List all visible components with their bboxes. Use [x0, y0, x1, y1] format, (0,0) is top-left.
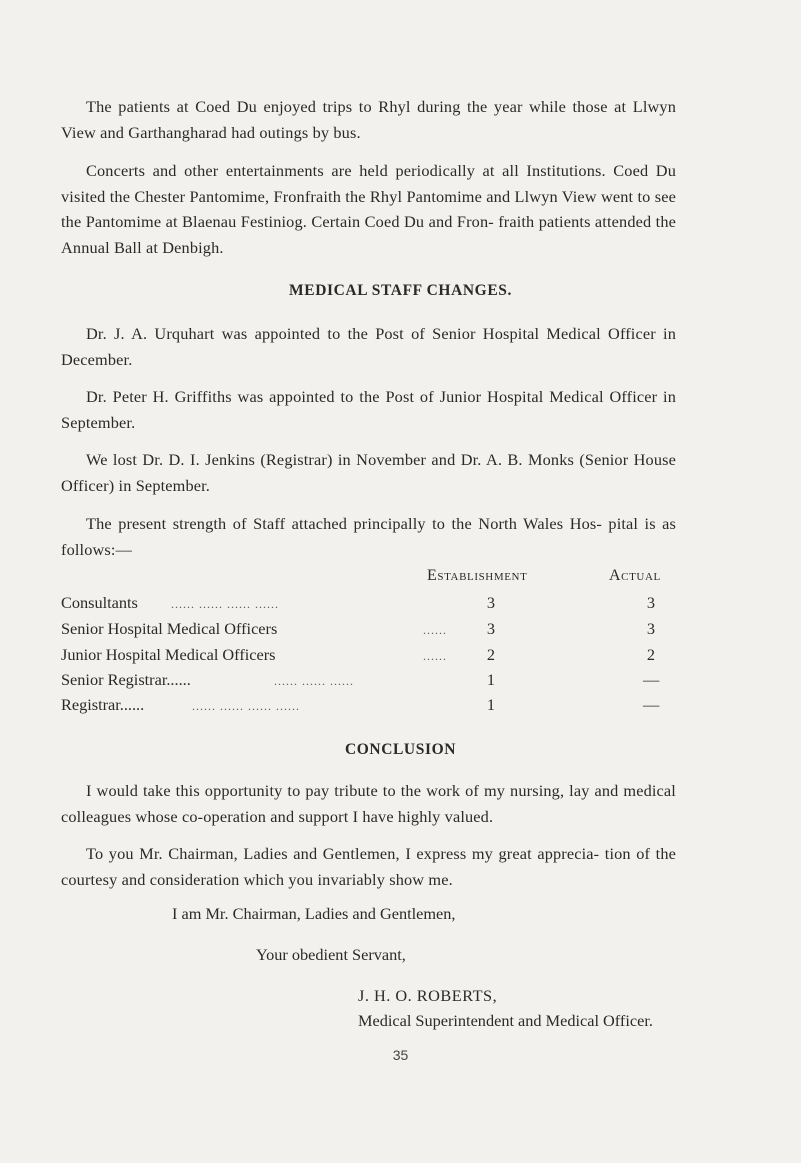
- establishment-value: 3: [486, 593, 496, 612]
- table-row: [61, 695, 681, 719]
- establishment-value: 1: [486, 695, 496, 714]
- griffiths-paragraph: Dr. Peter H. Griffiths was appointed to the Post of Junior Hospital Medical Officer in September.: [61, 387, 676, 432]
- row-label: Registrar......: [61, 695, 145, 714]
- leader-dots: ...... ...... ...... ......: [171, 597, 279, 611]
- row-label: Senior Registrar......: [61, 670, 191, 689]
- actual-value: —: [643, 670, 660, 689]
- table-row: [61, 593, 681, 617]
- closing-line: Your obedient Servant,: [256, 945, 406, 964]
- leader-dots: ...... ...... ......: [274, 674, 354, 688]
- establishment-value: 3: [486, 619, 496, 638]
- actual-value: —: [643, 695, 660, 714]
- signatory-name: J. H. O. ROBERTS,: [358, 986, 498, 1005]
- table-row: [61, 619, 681, 643]
- strength-paragraph: The present strength of Staff attached principally to the North Wales Hos- pital is as follows:—: [61, 514, 676, 559]
- concerts-paragraph: Concerts and other entertainments are held periodically at all Institutions. Coed Du visited the Chester Pantomime, Fronfraith the Rhyl Pantomime and Llwyn View went to see the Pantomime at Blaenau Festiniog. Certain Coed Du and Fron- fraith patients attended the Annual Ball at Denbigh.: [61, 161, 676, 257]
- page-number: 35: [392, 1047, 409, 1063]
- establishment-value: 1: [486, 670, 496, 689]
- row-label: Consultants: [61, 593, 138, 612]
- lost-paragraph: We lost Dr. D. I. Jenkins (Registrar) in November and Dr. A. B. Monks (Senior House Officer) in September.: [61, 450, 676, 495]
- row-label: Junior Hospital Medical Officers: [61, 645, 276, 664]
- establishment-value: 2: [486, 645, 496, 664]
- actual-value: 2: [646, 645, 656, 664]
- salutation-line: I am Mr. Chairman, Ladies and Gentlemen,: [172, 904, 456, 923]
- column-header-establishment: Establishment: [427, 567, 528, 584]
- tribute-paragraph: I would take this opportunity to pay tribute to the work of my nursing, lay and medical colleagues whose co-operation and support I have highly valued.: [61, 781, 676, 826]
- leader-dots: ...... ...... ...... ......: [192, 699, 300, 713]
- conclusion-heading: CONCLUSION: [344, 741, 457, 758]
- column-header-actual: Actual: [609, 567, 661, 584]
- trips-paragraph: The patients at Coed Du enjoyed trips to Rhyl during the year while those at Llwyn View and Garthangharad had outings by bus.: [61, 97, 676, 142]
- leader-dots: ......: [423, 623, 447, 637]
- table-row: [61, 645, 681, 669]
- leader-dots: ......: [423, 649, 447, 663]
- actual-value: 3: [646, 593, 656, 612]
- actual-value: 3: [646, 619, 656, 638]
- staff-changes-heading: MEDICAL STAFF CHANGES.: [289, 282, 512, 299]
- chairman-paragraph: To you Mr. Chairman, Ladies and Gentlemen, I express my great apprecia- tion of the courtesy and consideration which you invariably show me.: [61, 844, 676, 889]
- signatory-title: Medical Superintendent and Medical Officer.: [358, 1011, 653, 1030]
- table-row: [61, 670, 681, 694]
- urquhart-paragraph: Dr. J. A. Urquhart was appointed to the Post of Senior Hospital Medical Officer in December.: [61, 324, 676, 369]
- row-label: Senior Hospital Medical Officers: [61, 619, 278, 638]
